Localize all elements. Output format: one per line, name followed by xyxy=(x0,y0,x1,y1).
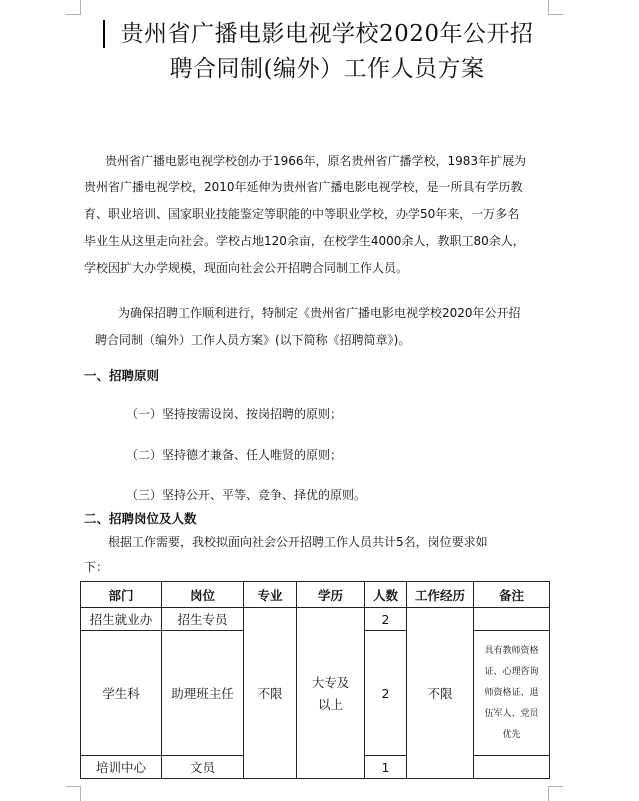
table-header: 学历 xyxy=(297,582,365,608)
dept-cell: 学生科 xyxy=(81,631,162,756)
note-cell-empty xyxy=(474,756,550,779)
note-line: 优先 xyxy=(502,729,521,740)
note-cell xyxy=(474,631,550,756)
section-heading-positions: 二、招聘岗位及人数 xyxy=(84,511,197,526)
dept-cell: 培训中心 xyxy=(81,756,162,779)
major-cell: 不限 xyxy=(244,608,297,779)
count-cell: 2 xyxy=(365,631,407,756)
dept-cell: 招生就业办 xyxy=(81,608,162,631)
table-row xyxy=(81,608,550,631)
purpose-line-1: 为确保招聘工作顺利进行，特制定《贵州省广播电影电视学校2020年公开招 xyxy=(118,306,521,320)
post-cell: 招生专员 xyxy=(162,608,244,631)
note-line: 具有教师资格 xyxy=(484,645,539,656)
intro-line-2: 贵州省广播电视学校，2010年延伸为贵州省广播电影电视学校，是一所具有学历教 xyxy=(84,180,523,194)
page-corner-mark xyxy=(66,786,81,801)
intro-line-3: 育、职业培训、国家职业技能鉴定等职能的中等职业学校，办学50年来，一万多名 xyxy=(84,207,520,221)
principle-item-2: （二）坚持德才兼备、任人唯贤的原则； xyxy=(126,448,343,462)
table-header: 部门 xyxy=(81,582,162,608)
document-title-line-2: 聘合同制(编外）工作人员方案 xyxy=(169,56,485,82)
positions-table xyxy=(80,581,550,779)
table-header: 岗位 xyxy=(162,582,244,608)
post-cell: 助理班主任 xyxy=(162,631,244,756)
page-corner-mark xyxy=(548,0,563,15)
intro-line-1: 贵州省广播电影电视学校创办于1966年，原名贵州省广播学校，1983年扩展为 xyxy=(105,154,527,168)
purpose-line-2: 聘合同制（编外）工作人员方案》(以下简称《招聘简章》)。 xyxy=(95,333,411,347)
intro-line-5: 学校因扩大办学规模，现面向社会公开招聘合同制工作人员。 xyxy=(84,261,409,275)
note-line: 师资格证、退 xyxy=(484,687,539,698)
experience-cell: 不限 xyxy=(407,608,474,779)
table-header: 人数 xyxy=(365,582,407,608)
count-cell: 2 xyxy=(365,608,407,631)
intro-line-4: 毕业生从这里走向社会。学校占地120余亩，在校学生4000余人，教职工80余人， xyxy=(84,234,525,248)
document-title-line-1: 贵州省广播电影电视学校2020年公开招 xyxy=(120,21,534,47)
note-line: 伍军人、党员 xyxy=(484,708,539,719)
positions-line-2: 下： xyxy=(84,560,109,574)
education-cell xyxy=(297,608,365,779)
education-line: 大专及 xyxy=(311,675,350,690)
note-cell-empty xyxy=(474,608,550,631)
principle-item-3: （三）坚持公开、平等、竞争、择优的原则。 xyxy=(126,488,367,502)
note-line: 证、心理咨询 xyxy=(484,666,539,677)
principle-item-1: （一）坚持按需设岗、按岗招聘的原则； xyxy=(126,407,343,421)
count-cell: 1 xyxy=(365,756,407,779)
table-header: 专业 xyxy=(244,582,297,608)
education-line: 以上 xyxy=(317,697,343,712)
page-corner-mark xyxy=(548,786,563,801)
page-corner-mark xyxy=(66,0,81,15)
section-heading-principles: 一、招聘原则 xyxy=(84,368,160,383)
post-cell: 文员 xyxy=(162,756,244,779)
positions-line-1: 根据工作需要，我校拟面向社会公开招聘工作人员共计5名，岗位要求如 xyxy=(108,535,488,549)
table-header: 工作经历 xyxy=(407,582,474,608)
table-header: 备注 xyxy=(474,582,550,608)
